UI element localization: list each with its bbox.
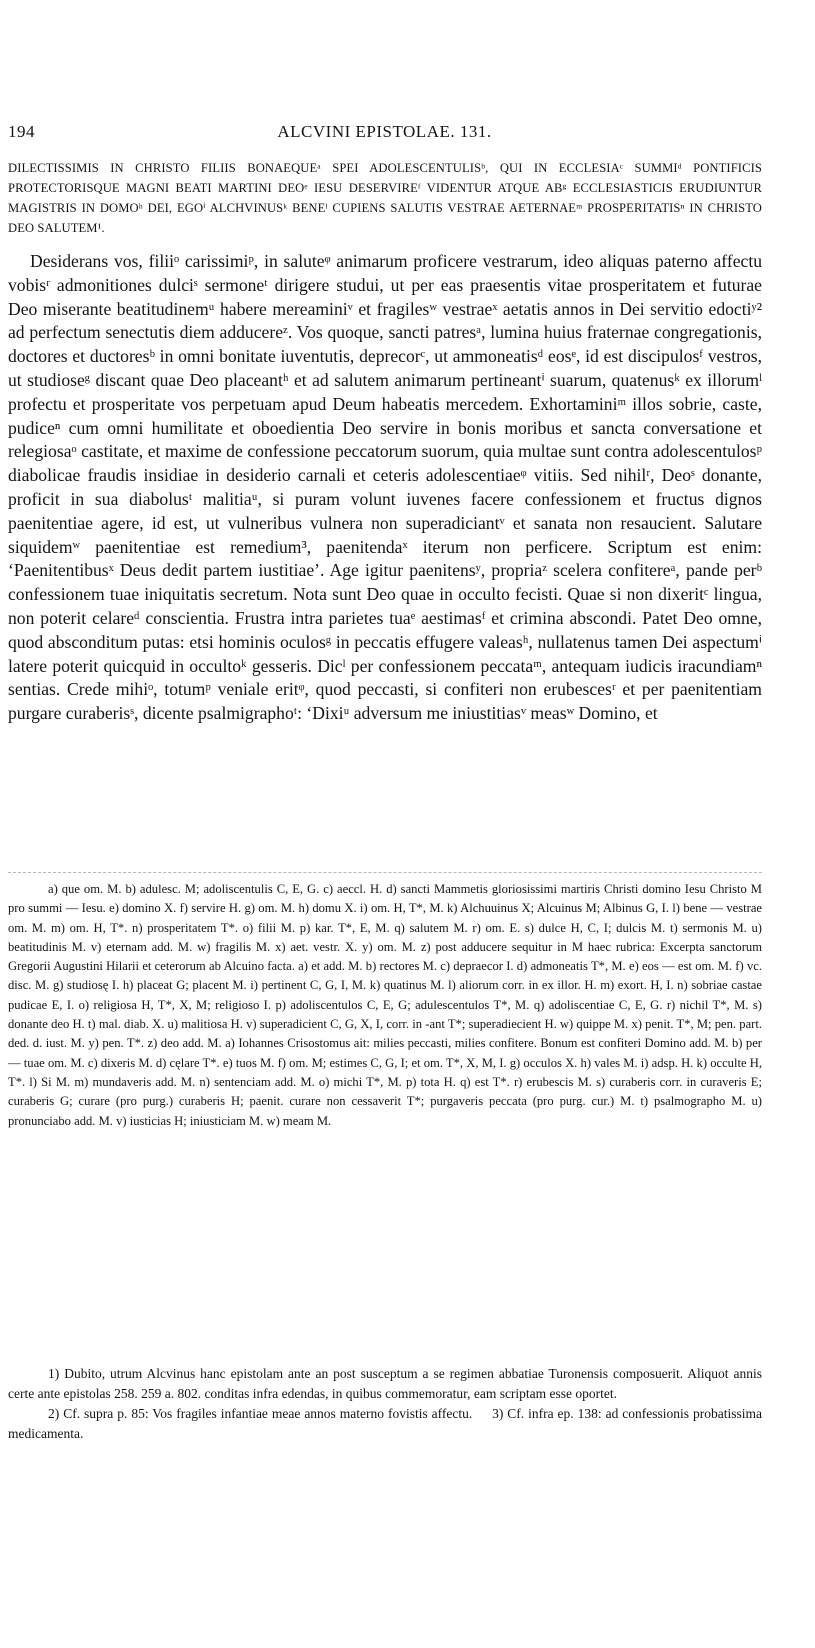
footnotes bbox=[8, 1364, 762, 1444]
critical-apparatus bbox=[8, 880, 762, 1131]
letter-body bbox=[8, 250, 762, 726]
running-head bbox=[8, 122, 761, 146]
footnote-2-3 bbox=[8, 1404, 762, 1444]
letter-address: DILECTISSIMIS IN CHRISTO FILIIS BONAEQUEᵃ SPEI ADOLESCENTULISᵇ, QUI IN ECCLESIAᶜ SUMMIᵈ PONTIFICIS PROTECTORISQUE MAGNI BEATI MARTINI DEOᵉ IESU DESERVIREᶠ VIDENTUR ATQUE ABᵍ ECCLESIASTICIS ERUDIUNTUR MAGISTRIS IN DOMOʰ DEI, EGOⁱ ALCHVINUSᵏ BENEˡ CUPIENS SALUTIS VESTRAE AETERNAEᵐ PROSPERITATISⁿ IN CHRISTO DEO SALUTEM¹. bbox=[8, 161, 762, 235]
footnote-1: 1) Dubito, utrum Alcvinus hanc epistolam ante an post susceptum a se regimen abbatiae Turonensis composuerit. Aliquot annis certe ante epistolas 258. 259 a. 802. conditas infra edendas, in quibus commemoratur, eam scriptam esse oportet. bbox=[8, 1366, 762, 1401]
page-number: 194 bbox=[8, 122, 35, 141]
body-paragraph: Desiderans vos, filiiᵒ carissimiᵖ, in saluteᵠ animarum proficere vestrarum, ideo aliquas paterno affectu vobisʳ admonitiones dulciˢ sermoneᵗ dirigere studui, ut per eas praesentis vitae prosperitatem et futurae Deo miserante beatitudinemᵘ habere mereaminiᵛ et fragilesʷ vestraeˣ aetatis annos in Dei servitio edoctiʸ² ad perfectum senectutis diem adducereᶻ. Vos quoque, sancti patresᵃ, lumina huius fraternae congregationis, doctores et ductoresᵇ in omni bonitate iuventutis, deprecorᶜ, ut ammoneatisᵈ eosᵉ, id est discipulosᶠ vestros, ut studioseᵍ discant quae Deo placeantʰ et ad salutem animarum pertineantⁱ suarum, quatenusᵏ ex illorumˡ profectu et prosperitate vos perpetuam apud Deum habeatis mercedem. Exhortaminiᵐ illos sobrie, caste, pudiceⁿ cum omni humilitate et oboedientia Deo servire in bonis moribus et sancta conversatione et relegiosaᵒ castitate, et maxime de confessione peccatorum suorum, quia multae sunt contra adolescentulosᵖ diabolicae fraudis insidiae in desiderio carnali et ceteris adolescentiaeᵠ vitiis. Sed nihilʳ, Deoˢ donante, proficit in sua diabolusᵗ malitiaᵘ, si puram volunt iuvenes facere confessionem et fructus dignos paenitentiae agere, id est, ut vulneribus vulnera non superadiciantᵛ et sanata non resaucient. Salutare siquidemʷ paenitentiae est remedium³, paenitendaˣ iterum non perficere. Scriptum est enim: ‘Paenitentibusˣ Deus dedit partem iustitiae’. Age igitur paenitensʸ, propriaᶻ scelera confitereᵃ, pande perᵇ confessionem tuae iniquitatis secretum. Nota sunt Deo quae in occulto fecisti. Quae si non dixeritᶜ lingua, non poterit celareᵈ conscientia. Frustra intra parietes tuaᵉ aestimasᶠ et crimina abscondi. Patet Deo omne, quod absconditum putas: etsi hominis oculosᵍ in peccatis effugere valeasʰ, nullatenus tamen Dei aspectumⁱ latere poterit quicquid in occultoᵏ gesseris. Dicˡ per confessionem peccataᵐ, antequam iudicis iracundiamⁿ sentias. Crede mihiᵒ, totumᵖ veniale eritᵠ, quod peccasti, si confiteri non erubescesʳ et per paenitentiam purgare curaberisˢ, dicente psalmigraphoᵗ: ‘Dixiᵘ adversum me iniustitiasᵛ measʷ Domino, et bbox=[8, 251, 762, 724]
footnote-3: 3) Cf. infra ep. 138: ad confessionis probatissima medicamenta. bbox=[8, 1406, 762, 1441]
footnote-divider bbox=[8, 872, 762, 873]
apparatus-text: a) que om. M. b) adulesc. M; adoliscentulis C, E, G. c) aeccl. H. d) sancti Mammetis gloriosissimi martiris Christi domino Iesu Christo M pro summi — Iesu. e) domino X. f) servire H. g) om. M. h) domu X. i) om. H, T*, M. k) Alchuuinus X; Alcuinus M; Albinus G, I. l) bene — vestrae om. M. m) om. H, T*. n) prosperitatem T*. o) filii M. p) kar. T*, E, M. q) salutem M. r) om. E. s) dulce H, C, I; dulcis M. t) sermonis M. u) beatitudinis M. v) eternam add. M. w) fragilis M. x) aet. vestr. X. y) om. M. z) post adducere sequitur in M haec rubrica: Excerpta sanctorum Gregorii Augustini Hilarii et ceterorum ab Alcuino facta. a) et add. M. b) rectores M. c) depraecor I. d) admoneatis T*, M. e) eos — est om. M. f) vc. disc. M. g) studiosę I. h) placeat G; placent M. i) pertinent C, G, I, M. k) quatinus M. l) aliorum corr. in ex illor. H. m) exort. H, I. n) sobriae castae pudicae E, I. o) religiosa H, T*, X, M; religioso I. p) adoliscentulos C, E, G; adulescentulos T*, M. q) adoliscentiae C, E, G. r) nichil T*, M. s) donante deo H. t) mal. diab. X. u) malitiosa H. v) superadicient C, G, X, I, corr. in -ant T*; superadiecient H. w) quippe M. x) penit. T*, M; pen. part. ded. d. iust. M. y) pen. T*. z) deo add. M. a) Iohannes Crisostomus ait: milies peccasti, milies confitere. Bonum est confiteri Domino add. M. b) per — tuae om. M. c) dixeris M. d) cęlare T*. e) tuos M. f) om. M; estimes C, G, I; et om. T*, X, M, I. g) occulos X. h) vales M. i) adsp. H. k) occulte H, T*. l) Si M. m) mundaveris add. M. n) sentenciam add. M. o) michi T*, M. p) tota H. q) est T*. r) erubescis M. s) curaberis corr. in curaveris E; curaberis G; curare (pro purg.) curaberis H; paenit. curare non cessaverit T*; purgaveris peccata (pro purg. cur.) M. t) psalmographo M. u) pronunciabo add. M. v) iusticias H; iniusticiam M. w) meam M. bbox=[8, 882, 762, 1128]
running-title: ALCVINI EPISTOLAE. 131. bbox=[277, 122, 492, 141]
footnote-2: 2) Cf. supra p. 85: Vos fragiles infantiae meae annos materno fovistis affectu. bbox=[48, 1406, 473, 1421]
